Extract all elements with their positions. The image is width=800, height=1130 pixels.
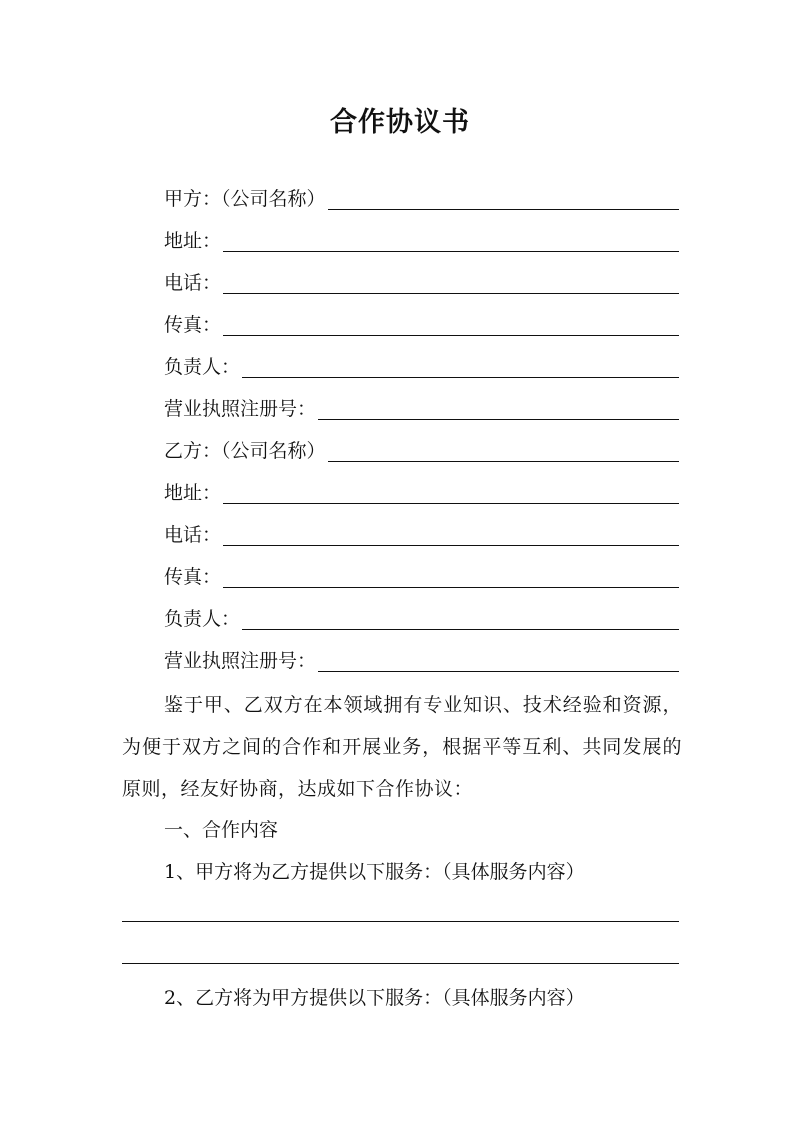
item-2-text: 2、乙方将为甲方提供以下服务：（具体服务内容）	[164, 987, 585, 1009]
party-a-license-label: 营业执照注册号：	[164, 398, 317, 420]
party-a-fax-label: 传真：	[164, 314, 222, 336]
party-a-contact-field	[164, 350, 679, 382]
party-b-fax-blank[interactable]	[223, 583, 679, 588]
party-b-license-blank[interactable]	[318, 667, 679, 672]
party-a-license-field	[164, 392, 679, 424]
party-b-address-blank[interactable]	[223, 499, 679, 504]
party-b-address-field	[164, 476, 679, 508]
document-title: 合作协议书	[330, 107, 470, 138]
section-1-heading: 一、合作内容	[164, 819, 279, 841]
party-b-license-label: 营业执照注册号：	[164, 650, 317, 672]
party-b-contact-blank[interactable]	[242, 625, 679, 630]
party-a-name-label: 甲方：（公司名称）	[164, 188, 326, 210]
party-a-fax-blank[interactable]	[223, 331, 679, 336]
party-b-fax-label: 传真：	[164, 566, 222, 588]
item-1-text: 1、甲方将为乙方提供以下服务：（具体服务内容）	[164, 861, 585, 883]
party-a-contact-blank[interactable]	[242, 373, 679, 378]
party-b-phone-blank[interactable]	[223, 541, 679, 546]
party-b-contact-label: 负责人：	[164, 608, 241, 630]
party-a-name-field	[164, 182, 679, 214]
party-b-address-label: 地址：	[164, 482, 222, 504]
party-a-fax-field	[164, 308, 679, 340]
party-a-license-blank[interactable]	[318, 415, 679, 420]
party-a-address-field	[164, 224, 679, 256]
party-b-name-label: 乙方：（公司名称）	[164, 440, 326, 462]
party-b-fax-field	[164, 560, 679, 592]
party-a-phone-blank[interactable]	[223, 289, 679, 294]
party-b-phone-field	[164, 518, 679, 550]
party-b-name-blank[interactable]	[328, 457, 679, 462]
party-a-name-blank[interactable]	[328, 205, 679, 210]
item-1-blank-line-2[interactable]	[122, 963, 679, 964]
party-a-address-blank[interactable]	[223, 247, 679, 252]
item-1-blank-line-1[interactable]	[122, 921, 679, 922]
party-b-phone-label: 电话：	[164, 524, 222, 546]
party-b-license-field	[164, 644, 679, 676]
party-a-contact-label: 负责人：	[164, 356, 241, 378]
preamble-paragraph: 鉴于甲、乙双方在本领域拥有专业知识、技术经验和资源，为便于双方之间的合作和开展业务，根据平等互利、共同发展的原则，经友好协商，达成如下合作协议：	[122, 694, 682, 800]
party-b-contact-field	[164, 602, 679, 634]
party-a-phone-label: 电话：	[164, 272, 222, 294]
party-a-address-label: 地址：	[164, 230, 222, 252]
party-b-name-field	[164, 434, 679, 466]
party-a-phone-field	[164, 266, 679, 298]
